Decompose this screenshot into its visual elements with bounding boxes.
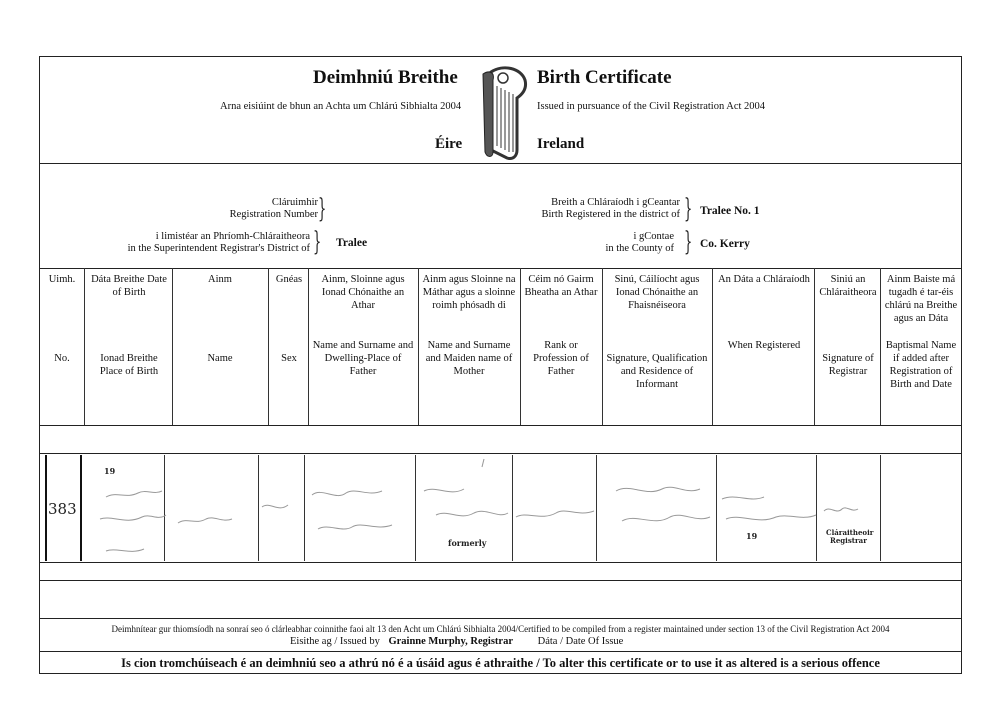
handwriting-scribbles xyxy=(46,455,880,561)
registration-number-label: Cláruimhir Registration Number xyxy=(229,197,318,220)
title-irish: Deimhniú Breithe xyxy=(313,67,458,88)
entry-mother-note: formerly xyxy=(448,538,487,548)
col-sep xyxy=(418,268,419,425)
col-sep xyxy=(172,268,173,425)
col-header-informant: Sinú, Cáilíocht agus Ionad Chónaithe an Fhaisnéiseora Signature, Qualification and Residence of Informant xyxy=(606,274,708,390)
entry-registrar-note-2: Registrar xyxy=(830,536,867,545)
county-label: i gContae in the County of xyxy=(605,231,674,254)
county-value: Co. Kerry xyxy=(700,238,750,250)
brace-registration-number: } xyxy=(318,194,327,224)
issue-date-label: Dáta / Date Of Issue xyxy=(537,636,624,647)
col-header-profession: Céim nó Gairm Bheatha an Athar Rank or Profession of Father xyxy=(524,274,598,377)
col-header-registrar: Siniú an Chláraitheora Signature of Registrar xyxy=(819,274,877,377)
entry-col-sep xyxy=(880,455,881,561)
certification-text: Deimhnítear gur thiomsíodh na sonraí seo ó clárleabhar coinnithe faoi alt 13 den Acht um Chlárú Sibhialta 2004/Certified to be compiled from a register maintained under section 13 of the Civil Registration Act 2004 xyxy=(111,624,890,634)
table-header-bottom-line xyxy=(39,425,962,426)
superintendent-value: Tralee xyxy=(336,237,368,249)
issued-by-line xyxy=(290,636,623,647)
warning-text: Is cion tromchúiseach é an deimhniú seo a athrú nó é a úsáid agus é athraithe / To alter this certificate or to use it as altered is a serious offence xyxy=(121,656,880,670)
harp-emblem-icon xyxy=(473,64,535,162)
entry-bottom-line xyxy=(39,562,962,563)
entry-registrar-note-1: Cláraitheoir xyxy=(826,528,874,537)
col-header-number: Uimh. No. xyxy=(48,274,76,364)
footer-top-line xyxy=(39,580,962,581)
col-sep xyxy=(712,268,713,425)
issued-by-value: Grainne Murphy, Registrar xyxy=(388,636,513,647)
col-sep xyxy=(308,268,309,425)
col-sep xyxy=(880,268,881,425)
col-header-sex: Gnéas Sex xyxy=(275,274,303,364)
header-divider xyxy=(39,163,962,164)
brace-county: } xyxy=(684,227,693,257)
footer-warning-line xyxy=(39,651,962,652)
col-header-mother: Ainm agus Sloinne na Máthar agus a sloinne roimh phósadh di Name and Surname and Maiden name of Mother xyxy=(422,274,516,377)
col-header-name: Ainm Name xyxy=(207,274,233,364)
title-english: Birth Certificate xyxy=(537,67,672,88)
table-top-line xyxy=(39,268,962,269)
country-irish: Éire xyxy=(435,136,463,152)
superintendent-label: i limistéar an Phríomh-Chláraitheora in the Superintendent Registrar's District of xyxy=(127,231,310,254)
country-english: Ireland xyxy=(537,136,585,152)
col-sep xyxy=(84,268,85,425)
entry-top-line xyxy=(39,453,962,454)
act-english: Issued in pursuance of the Civil Registration Act 2004 xyxy=(537,101,766,112)
district-value: Tralee No. 1 xyxy=(700,205,760,217)
col-sep xyxy=(520,268,521,425)
col-sep xyxy=(268,268,269,425)
footer-mid-line xyxy=(39,618,962,619)
district-label: Breith a Chláraíodh i gCeantar Birth Registered in the district of xyxy=(541,197,680,220)
entry-year-prefix: 19 xyxy=(104,466,116,476)
col-header-birth: Dáta Breithe Date of Birth Ionad Breithe Place of Birth xyxy=(91,274,167,377)
col-header-registered: An Dáta a Chláraíodh When Registered xyxy=(718,274,810,351)
act-irish: Arna eisiúint de bhun an Achta um Chlárú Sibhialta 2004 xyxy=(220,101,462,112)
entry-number: 383 xyxy=(48,500,77,518)
col-sep xyxy=(814,268,815,425)
col-header-baptismal: Ainm Baiste má tugadh é tar-éis chlárú na Breithe agus an Dáta Baptismal Name if added after Registration of Birth and Date xyxy=(884,274,958,390)
entry-registered-year: 19 xyxy=(746,531,758,541)
brace-district: } xyxy=(684,194,693,224)
brace-superintendent: } xyxy=(313,227,322,257)
col-sep xyxy=(602,268,603,425)
col-header-father: Ainm, Sloinne agus Ionad Chónaithe an Athar Name and Surname and Dwelling-Place of Father xyxy=(312,274,414,377)
issued-by-label: Eisithe ag / Issued by xyxy=(290,636,380,647)
